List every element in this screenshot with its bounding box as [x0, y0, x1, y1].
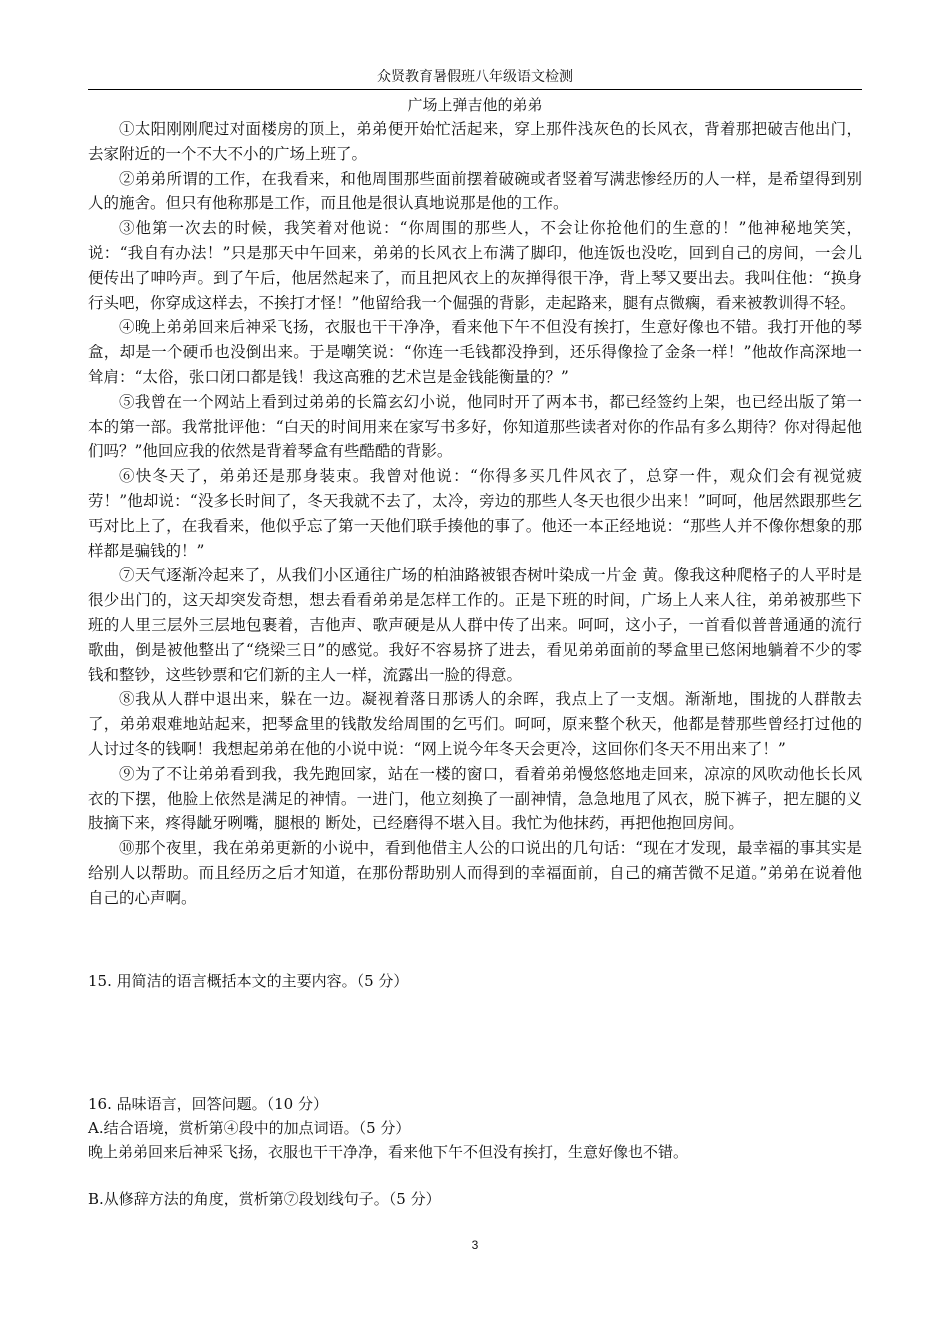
question-16a-sentence: 晚上弟弟回来后神采飞扬，衣服也干干净净，看来他下午不但没有挨打，生意好像也不错。 [88, 1143, 689, 1161]
article-paragraph-5: ⑤我曾在一个网站上看到过弟弟的长篇玄幻小说，他同时开了两本书，都已经签约上架，也已经出版了第一本的第一部。我常批评他：“白天的时间用来在家写书多好，你知道那些读者对你的作品有多么期待？你对得起他们吗？”他回应我的依然是背着琴盒有些酷酷的背影。 [88, 392, 862, 461]
question-16b: B.从修辞方法的角度，赏析第⑦段划线句子。（5 分） [88, 1190, 441, 1208]
page-number: 3 [471, 1238, 479, 1252]
page-header: 众贤教育暑假班八年级语文检测 [377, 69, 573, 85]
article-title: 广场上弹吉他的弟弟 [407, 96, 543, 114]
article-paragraph-3: ③他第一次去的时候，我笑着对他说：“你周围的那些人，不会让你抢他们的生意的！”他神秘地笑笑，说：“我自有办法！”只是那天中午回来，弟弟的长风衣上布满了脚印，他连饭也没吃，回到自己的房间，一会儿便传出了呻吟声。到了午后，他居然起来了，而且把风衣上的灰掸得很干净，背上琴又要出去。我叫住他：“换身行头吧，你穿成这样去，不挨打才怪！”他留给我一个倔强的背影，走起路来，腿有点微瘸，看来被教训得不轻。 [88, 219, 862, 312]
question-16a: A.结合语境，赏析第④段中的加点词语。（5 分） [88, 1119, 411, 1137]
header-rule [88, 89, 862, 90]
article-paragraph-6: ⑥快冬天了，弟弟还是那身装束。我曾对他说：“你得多买几件风衣了，总穿一件，观众们会有视觉疲劳！”他却说：“没多长时间了，冬天我就不去了，太冷，旁边的那些人冬天也很少出来！”呵呵，他居然跟那些乞丐对比上了，在我看来，他似乎忘了第一天他们联手揍他的事了。他还一本正经地说：“那些人并不像你想象的那样都是骗钱的！” [88, 467, 862, 560]
article-paragraph-8: ⑧我从人群中退出来，躲在一边。凝视着落日那诱人的余晖，我点上了一支烟。渐渐地，围拢的人群散去了，弟弟艰难地站起来，把琴盒里的钱散发给周围的乞丐们。呵呵，原来整个秋天，他都是替那些曾经打过他的人讨过冬的钱啊！我想起弟弟在他的小说中说：“网上说今年冬天会更冷，这回你们冬天不用出来了！” [88, 690, 862, 758]
article-paragraph-9: ⑨为了不让弟弟看到我，我先跑回家，站在一楼的窗口，看着弟弟慢悠悠地走回来，凉凉的风吹动他长长风衣的下摆，他脸上依然是满足的神情。一进门，他立刻换了一副神情，急急地甩了风衣，脱下裤子，把左腿的义肢摘下来，疼得龇牙咧嘴，腿根的 断处，已经磨得不堪入目。我忙为他抹药，再把他抱回房间。 [88, 764, 862, 833]
article-paragraph-2: ②弟弟所谓的工作，在我看来，和他周围那些面前摆着破碗或者竖着写满悲惨经历的人一样，是希望得到别人的施舍。但只有他称那是工作，而且他是很认真地说那是他的工作。 [88, 169, 862, 213]
article-paragraph-4: ④晚上弟弟回来后神采飞扬，衣服也干干净净，看来他下午不但没有挨打，生意好像也不错。我打开他的琴盒，却是一个硬币也没倒出来。于是嘲笑说：“你连一毛钱都没挣到，还乐得像捡了金条一样！”他故作高深地一耸肩：“太俗，张口闭口都是钱！我这高雅的艺术岂是金钱能衡量的？” [88, 318, 862, 386]
article-paragraph-1: ①太阳刚刚爬过对面楼房的顶上，弟弟便开始忙活起来，穿上那件浅灰色的长风衣，背着那把破吉他出门，去家附近的一个不大不小的广场上班了。 [88, 120, 862, 163]
question-16: 16. 品味语言，回答问题。（10 分） [88, 1095, 328, 1113]
article-body [88, 117, 862, 911]
article-paragraph-7: ⑦天气逐渐冷起来了，从我们小区通往广场的柏油路被银杏树叶染成一片金 黄。像我这种爬格子的人平时是很少出门的，这天却突发奇想，想去看看弟弟是怎样工作的。正是下班的时间，广场上人来人往，弟弟被那些下班的人里三层外三层地包裹着，吉他声、歌声硬是从人群中传了出来。呵呵，这小子，一首看似普普通通的流行歌曲，倒是被他整出了“绕梁三日”的感觉。我好不容易挤了进去，看见弟弟面前的琴盒里已悠闲地躺着不少的零钱和整钞，这些钞票和它们新的主人一样，流露出一脸的得意。 [88, 566, 862, 684]
article-paragraph-10: ⑩那个夜里，我在弟弟更新的小说中，看到他借主人公的口说出的几句话：“现在才发现，最幸福的事其实是给别人以帮助。而且经历之后才知道，在那份帮助别人而得到的幸福面前，自己的痛苦微不足道。”弟弟在说着他自己的心声啊。 [88, 839, 862, 907]
question-15: 15. 用简洁的语言概括本文的主要内容。（5 分） [88, 972, 409, 990]
